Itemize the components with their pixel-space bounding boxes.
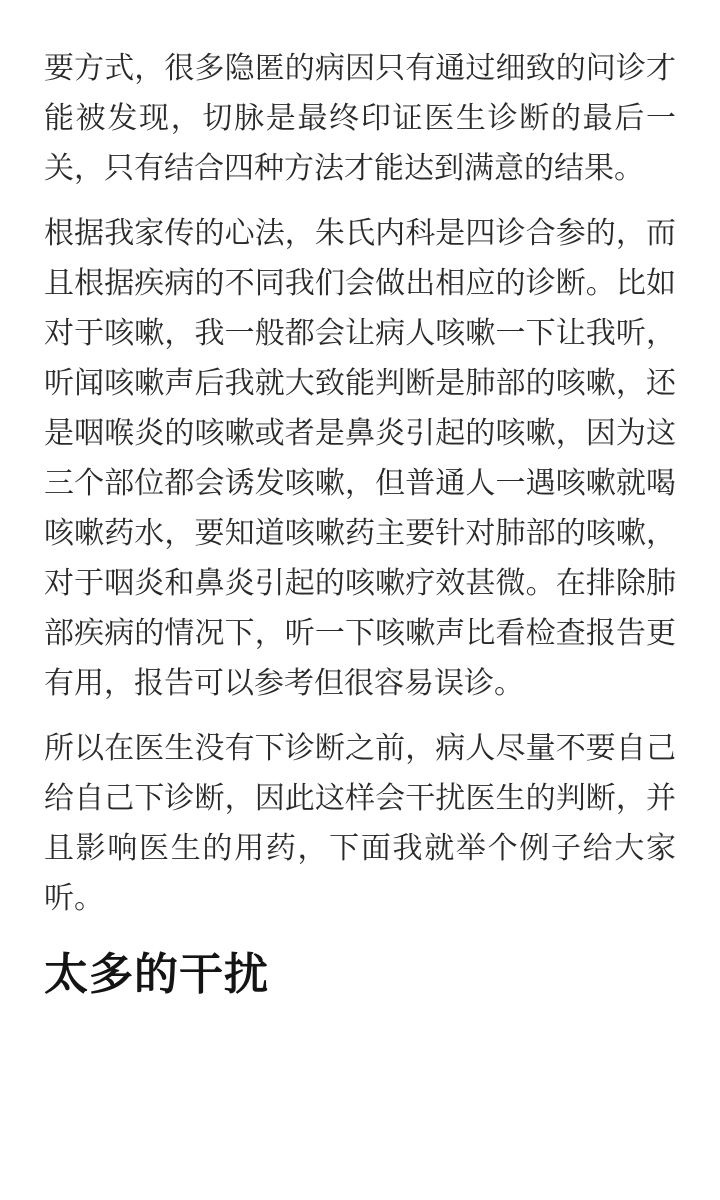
paragraph-1: 要方式，很多隐匿的病因只有通过细致的问诊才能被发现，切脉是最终印证医生诊断的最后一关，只有结合四种方法才能达到满意的结果。 [44,52,676,185]
paragraph-2: 根据我家传的心法，朱氏内科是四诊合参的，而且根据疾病的不同我们会做出相应的诊断。比如对于咳嗽，我一般都会让病人咳嗽一下让我听，听闻咳嗽声后我就大致能判断是肺部的咳嗽，还是咽喉炎的咳嗽或者是鼻炎引起的咳嗽，因为这三个部位都会诱发咳嗽，但普通人一遇咳嗽就喝咳嗽药水，要知道咳嗽药主要针对肺部的咳嗽，对于咽炎和鼻炎引起的咳嗽疗效甚微。在排除肺部疾病的情况下，听一下咳嗽声比看检查报告更有用，报告可以参考但很容易误诊。 [44,217,676,700]
paragraph-3: 所以在医生没有下诊断之前，病人尽量不要自己给自己下诊断，因此这样会干扰医生的判断，并且影响医生的用药，下面我就举个例子给大家听。 [44,732,676,915]
section-heading: 太多的干扰 [44,950,269,999]
